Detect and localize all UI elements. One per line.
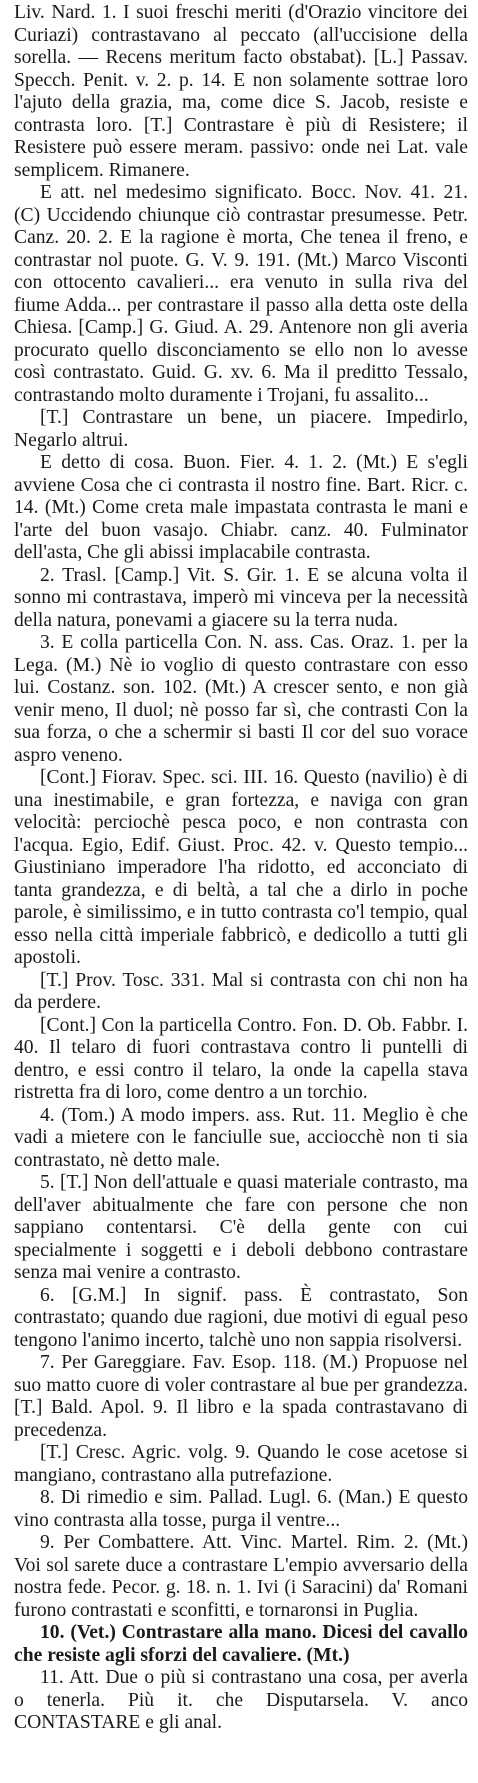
entry-paragraph-18: 11. Att. Due o più si contrastano una cosa, per averla o tenerla. Più it. che Disputarsela. V. anco CONTASTARE e gli anal. [14,1667,468,1733]
entry-paragraph-7: [Cont.] Fiorav. Spec. sci. III. 16. Questo (navilio) è di una inestimabile, e gran fortezza, e naviga con gran velocità: perciochè pesca poco, e non contrasta con l'acqua. Egio, Edif. Giust. Proc. 42. v. Questo tempio... Giustiniano imperadore l'ha ridotto, ed acconciato di tanta grandezza, e di beltà, a tal che a dirlo in poche parole, è similissimo, e in tutto contrasta co'l tempio, qual esso nella città imperiale fabbricò, e dedicollo a tutti gli apostoli. [14,767,468,968]
entry-paragraph-12: 6. [G.M.] In signif. pass. È contrastato, Son contrastato; quando due ragioni, due motivi di egual peso tengono l'animo incerto, talchè uno non sappia risolversi. [14,1284,468,1351]
entry-paragraph-8: [T.] Prov. Tosc. 331. Mal si contrasta con chi non ha da perdere. [14,969,468,1013]
entry-paragraph-13: 7. Per Gareggiare. Fav. Esop. 118. (M.) Propuose nel suo matto cuore di voler contrastare al bue per grandezza. [T.] Bald. Apol. 9. Il libro e la spada contrastavano di precedenza. [14,1352,468,1441]
entry-paragraph-11: 5. [T.] Non dell'attuale e quasi materiale contrasto, ma dell'aver abitualmente che fare con persone che non sappiano contentarsi. C'è della gente con cui specialmente i soggetti e i deboli debbono contrastare senza mai venire a contrasto. [14,1172,468,1283]
entry-paragraph-2: E att. nel medesimo significato. Bocc. Nov. 41. 21. (C) Uccidendo chiunque ciò contrastar presumesse. Petr. Canz. 20. 2. E la ragione è morta, Che tenea il freno, e contrastar nol puote. G. V. 9. 191. (Mt.) Marco Visconti con ottocento cavalieri... era venuto in sulla riva del fiume Adda... per contrastare il passo alla detta oste della Chiesa. [Camp.] G. Giud. A. 29. Antenore non gli averia procurato quello disconciamento se ello non lo avesse così contrastato. Guid. G. xv. 6. Ma il preditto Tessalo, contrastando molto duramente i Trojani, fu assalito... [14,182,468,406]
entry-paragraph-3: [T.] Contrastare un bene, un piacere. Impedirlo, Negarlo altrui. [14,407,468,451]
entry-paragraph-14: [T.] Cresc. Agric. volg. 9. Quando le cose acetose si mangiano, contrastano alla putrefazione. [14,1442,468,1486]
entry-paragraph-6: 3. E colla particella Con. N. ass. Cas. Oraz. 1. per la Lega. (M.) Nè io voglio di questo contrastare con esso lui. Costanz. son. 102. (Mt.) A crescer sento, e non già venir meno, Il duol; nè posso far sì, che contrasti Con la sua forza, o che a schermir si basti Il cor del suo vorace aspro veneno. [14,632,468,766]
entry-paragraph-4: E detto di cosa. Buon. Fier. 4. 1. 2. (Mt.) E s'egli avviene Cosa che ci contrasta il nostro fine. Bart. Ricr. c. 14. (Mt.) Come creta male impastata contrasta le mani e l'arte del buon vasajo. Chiabr. canz. 40. Fulminator dell'asta, Che gli abissi implacabile contrasta. [14,452,468,563]
entry-paragraph-17: 10. (Vet.) Contrastare alla mano. Dicesi del cavallo che resiste agli sforzi del cavaliere. (Mt.) [14,1622,468,1666]
entry-paragraph-10: 4. (Tom.) A modo impers. ass. Rut. 11. Meglio è che vadi a mietere con le fanciulle sue, acciocchè non ti sia contrastato, nè detto male. [14,1104,468,1171]
entry-paragraph-15: 8. Di rimedio e sim. Pallad. Lugl. 6. (Man.) E questo vino contrasta alla tosse, purga il ventre... [14,1487,468,1531]
entry-paragraph-5: 2. Trasl. [Camp.] Vit. S. Gir. 1. E se alcuna volta il sonno mi contrastava, imperò mi vinceva per la necessità della natura, ponevami a giacere su la terra nuda. [14,564,468,631]
entry-paragraph-16: 9. Per Combattere. Att. Vinc. Martel. Rim. 2. (Mt.) Voi sol sarete duce a contrastare L'empio avversario della nostra fede. Pecor. g. 18. n. 1. Ivi (i Saracini) da' Romani furono contrastati e sconfitti, e tornaronsi in Puglia. [14,1532,468,1621]
entry-paragraph-1: Liv. Nard. 1. I suoi freschi meriti (d'Orazio vincitore dei Curiazi) contrastavano al peccato (all'uccisione della sorella. — Recens meritum facto obstabat). [L.] Passav. Specch. Penit. v. 2. p. 14. E non solamente sottrae loro l'ajuto della grazia, ma, come dice S. Jacob, resiste e contrasta loro. [T.] Contrastare è più di Resistere; il Resistere può essere meram. passivo: onde nei Lat. vale semplicem. Rimanere. [14,2,468,181]
entry-paragraph-9: [Cont.] Con la particella Contro. Fon. D. Ob. Fabbr. I. 40. Il telaro di fuori contrastava contro li puntelli di dentro, e essi contro il telaro, la onde la capella stava ristretta fra di loro, come dentro a un torchio. [14,1014,468,1103]
